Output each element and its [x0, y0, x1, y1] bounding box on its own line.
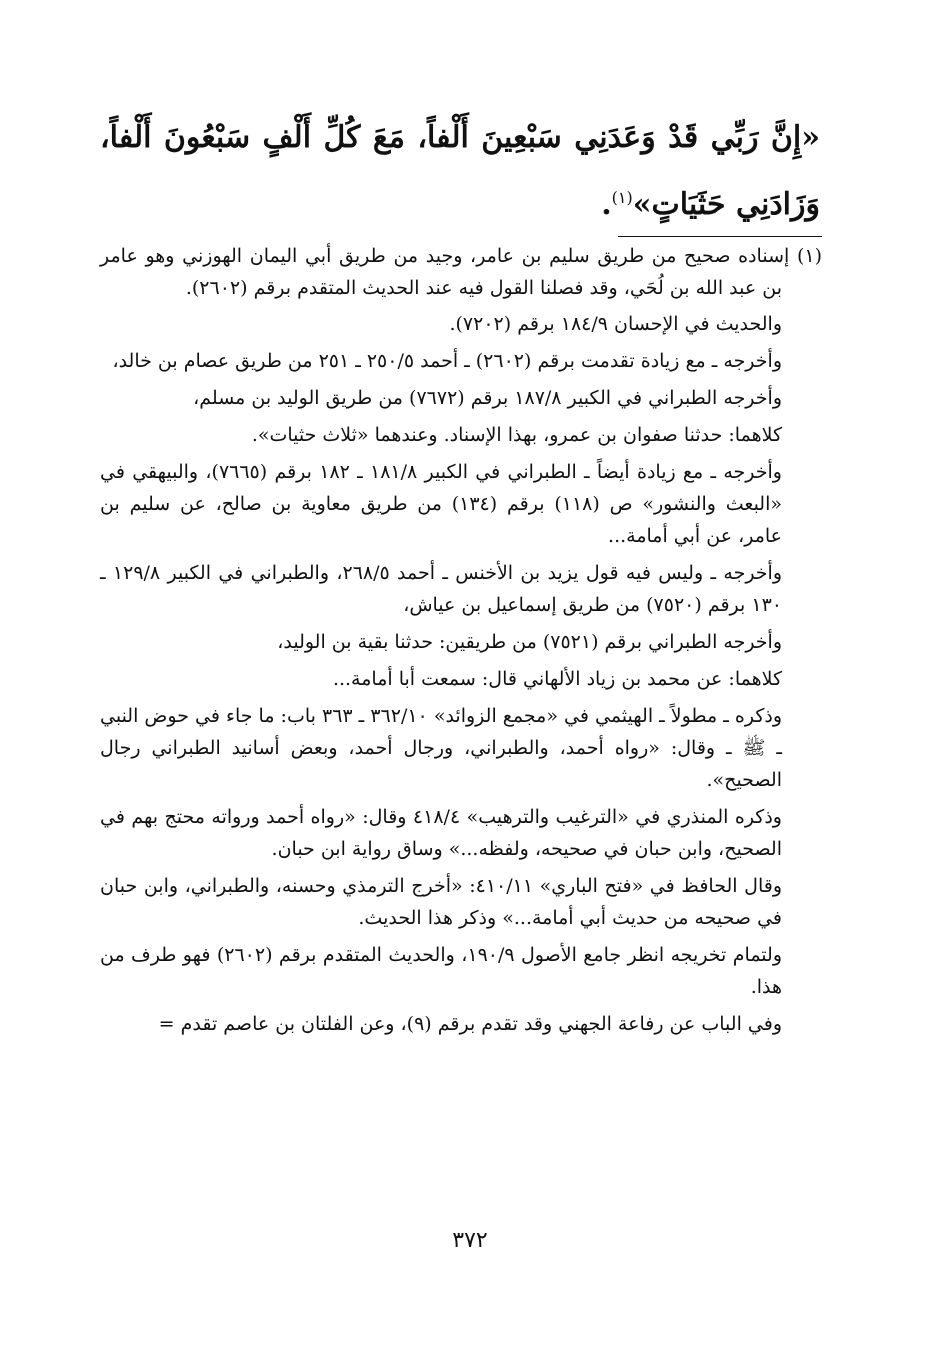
footnote-paragraph: وقال الحافظ في «فتح الباري» ٤١٠/١١: «أخرج الترمذي وحسنه، والطبراني، وابن حبان في صحيحه من حديث أبي أمامة...» وذكر هذا الحديث.	[100, 875, 782, 929]
footnote-paragraph: كلاهما: حدثنا صفوان بن عمرو، بهذا الإسناد. وعندهما «ثلاث حثيات».	[251, 424, 782, 446]
footnote-paragraph: والحديث في الإحسان ١٨٤/٩ برقم (٧٢٠٢).	[449, 313, 782, 335]
footnote-paragraph: وأخرجه الطبراني في الكبير ١٨٧/٨ برقم (٧٦٧٢) من طريق الوليد بن مسلم،	[193, 387, 782, 409]
footnote-paragraph: وأخرجه ـ مع زيادة تقدمت برقم (٢٦٠٢) ـ أحمد ٢٥٠/٥ ـ ٢٥١ من طريق عصام بن خالد،	[112, 350, 782, 372]
footnote-paragraph: وذكره المنذري في «الترغيب والترهيب» ٤١٨/٤ وقال: «رواه أحمد ورواته محتج بهم في الصحيح، وابن حبان في صحيحه، ولفظه...» وساق رواية ابن حبان.	[100, 806, 782, 860]
footnote-paragraph: وفي الباب عن رفاعة الجهني وقد تقدم برقم (٩)، وعن الفلتان بن عاصم تقدم =	[158, 1013, 782, 1035]
footnote-paragraph: وأخرجه ـ وليس فيه قول يزيد بن الأخنس ـ أحمد ٢٦٨/٥، والطبراني في الكبير ١٢٩/٨ ـ ١٣٠ برقم (٧٥٢٠) من طريق إسماعيل بن عياش،	[100, 562, 782, 616]
footnote-paragraph: وذكره ـ مطولاً ـ الهيثمي في «مجمع الزوائد» ٣٦٢/١٠ ـ ٣٦٣ باب: ما جاء في حوض النبي ـ ﷺ ـ وقال: «رواه أحمد، والطبراني، ورجال أحمد، وبعض أسانيد الطبراني رجال الصحيح».	[100, 705, 783, 791]
hadith-text: «إِنَّ رَبِّي قَدْ وَعَدَنِي سَبْعِينَ أَلْفاً، مَعَ كُلِّ أَلْفٍ سَبْعُونَ أَلْفاً، وَزَادَنِي حَثَيَاتٍ»	[100, 120, 820, 222]
footnote-paragraph: وأخرجه الطبراني برقم (٧٥٢١) من طريقين: حدثنا بقية بن الوليد،	[277, 631, 782, 653]
footnotes	[100, 240, 822, 1045]
hadith-text-block	[100, 108, 820, 235]
footnote-paragraph: (١) إسناده صحيح من طريق سليم بن عامر، وجيد من طريق أبي اليمان الهوزني وهو عامر بن عبد الله بن لُحَي، وقد فصلنا القول فيه عند الحديث المتقدم برقم (٢٦٠٢).	[100, 245, 822, 299]
footnote-paragraph: كلاهما: عن محمد بن زياد الألهاني قال: سمعت أبا أمامة...	[332, 668, 782, 690]
hadith-end-mark: .	[601, 187, 612, 222]
footnote-paragraph: ولتمام تخريجه انظر جامع الأصول ١٩٠/٩، والحديث المتقدم برقم (٢٦٠٢) فهو طرف من هذا.	[100, 944, 782, 998]
page-number: ٣٧٢	[452, 1228, 488, 1253]
footnote-separator	[618, 236, 822, 237]
footnote-reference: (١)	[611, 188, 633, 207]
footnote-paragraph: وأخرجه ـ مع زيادة أيضاً ـ الطبراني في الكبير ١٨١/٨ ـ ١٨٢ برقم (٧٦٦٥)، والبيهقي في «البعث والنشور» ص (١١٨) برقم (١٣٤) من طريق معاوية بن صالح، عن سليم بن عامر، عن أبي أمامة...	[100, 461, 782, 547]
